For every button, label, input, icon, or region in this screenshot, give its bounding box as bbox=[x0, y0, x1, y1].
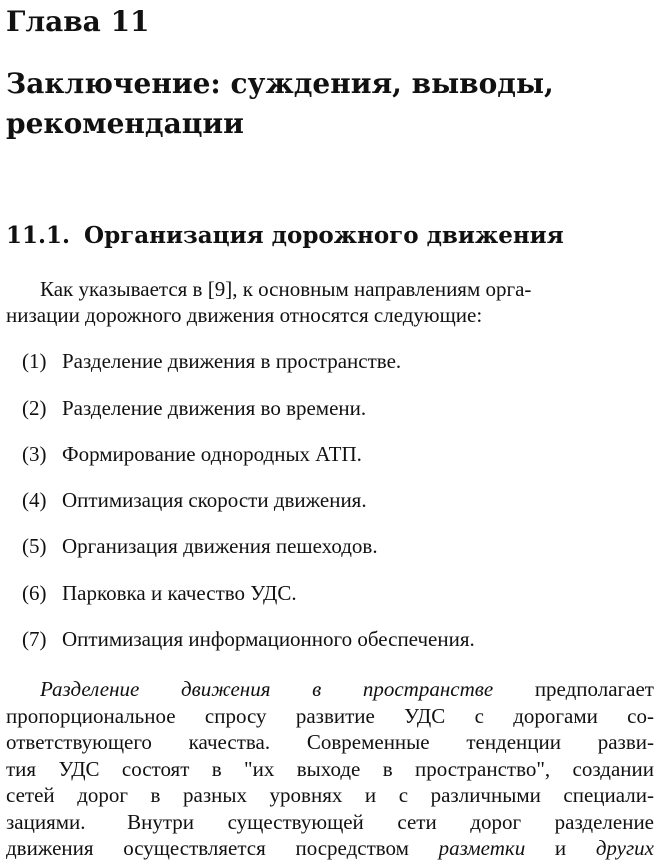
list-item-marker: (6) bbox=[22, 581, 47, 605]
list-item bbox=[22, 441, 362, 467]
paragraph-line: тия УДС состоят в "их выходе в пространство", создании bbox=[6, 756, 654, 781]
paragraph-line: сетей дорог в разных уровнях и с различными специали- bbox=[6, 783, 654, 807]
section-heading bbox=[6, 220, 564, 252]
section-number: 11.1. bbox=[6, 222, 71, 249]
paragraph-text: Внутри существующей сети дорог разделение bbox=[127, 809, 655, 834]
list-item bbox=[22, 580, 297, 606]
list-item bbox=[22, 533, 378, 559]
list-item-text: Оптимизация скорости движения. bbox=[62, 488, 367, 512]
list-item-marker: (5) bbox=[22, 534, 47, 558]
emphasis-text: других bbox=[595, 836, 654, 860]
list-item bbox=[22, 487, 367, 513]
list-item bbox=[22, 348, 401, 374]
list-item-marker: (1) bbox=[22, 349, 47, 373]
list-item bbox=[22, 395, 366, 421]
paragraph-text: зациями. bbox=[6, 809, 86, 834]
list-item-text: Оптимизация информационного обеспечения. bbox=[62, 627, 475, 651]
list-item-text: Парковка и качество УДС. bbox=[62, 581, 297, 605]
list-item-marker: (7) bbox=[22, 627, 47, 651]
paragraph-line bbox=[6, 676, 654, 703]
list-item-text: Организация движения пешеходов. bbox=[62, 534, 378, 558]
paragraph-text: предполагает bbox=[493, 677, 654, 701]
list-item-marker: (4) bbox=[22, 488, 47, 512]
paragraph-text: движения осуществляется посредством bbox=[6, 836, 439, 860]
section-title: Организация дорожного движения bbox=[84, 222, 564, 249]
list-item-text: Формирование однородных АТП. bbox=[62, 442, 362, 466]
intro-line: низации дорожного движения относятся следующие: bbox=[6, 303, 483, 327]
chapter-label: Глава 11 bbox=[6, 5, 150, 38]
intro-paragraph bbox=[6, 276, 654, 328]
body-paragraph bbox=[6, 676, 654, 862]
intro-line: Как указывается в [9], к основным направлениям орга- bbox=[40, 277, 532, 301]
chapter-title-line: Заключение: суждения, выводы, bbox=[6, 67, 554, 100]
emphasis-text: разметки bbox=[438, 836, 526, 860]
list-item bbox=[22, 626, 475, 652]
emphasis-text: Разделение движения в пространстве bbox=[40, 677, 494, 701]
paragraph-line bbox=[6, 809, 654, 836]
paragraph-line bbox=[6, 835, 654, 862]
list-item-text: Разделение движения в пространстве. bbox=[62, 349, 402, 373]
paragraph-line: пропорциональное спросу развитие УДС с дорогами со- bbox=[6, 703, 654, 728]
chapter-title-line: рекомендации bbox=[6, 107, 244, 140]
list-item-marker: (3) bbox=[22, 442, 47, 466]
list-item-marker: (2) bbox=[22, 396, 47, 420]
chapter-title bbox=[6, 64, 646, 144]
paragraph-text: и bbox=[525, 836, 596, 860]
paragraph-line: ответствующего качества. Современные тенденции разви- bbox=[6, 730, 654, 754]
list-item-text: Разделение движения во времени. bbox=[62, 396, 367, 420]
